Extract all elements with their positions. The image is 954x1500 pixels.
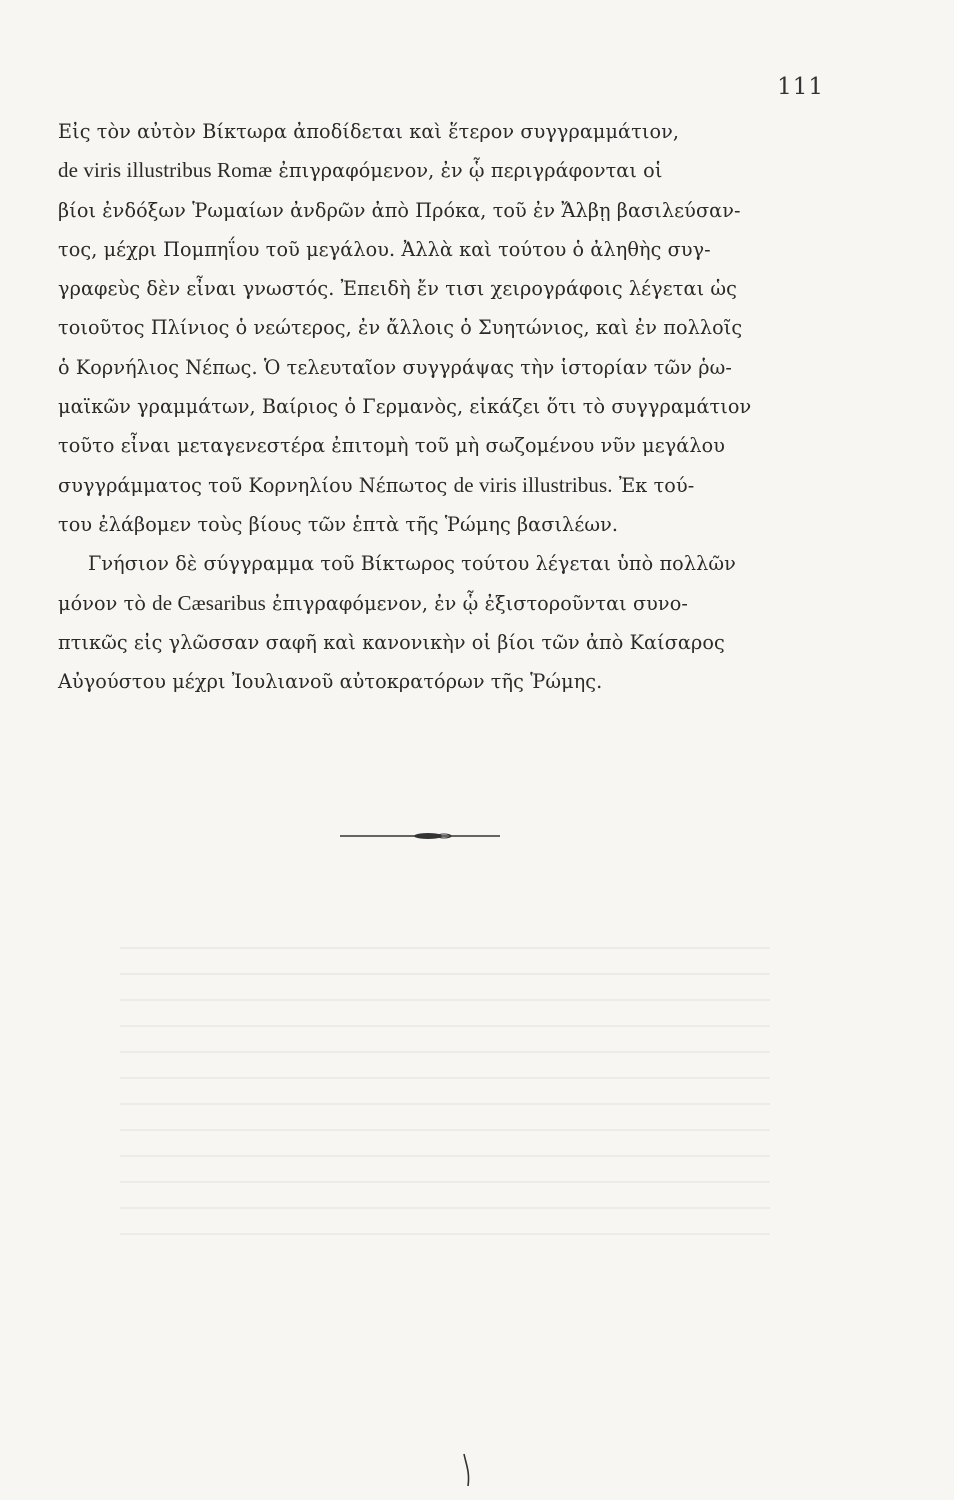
greek-text: τοιοῦτος Πλίνιος ὁ νεώτερος, ἐν ἄλλοις ὁ Συητώνιος, καὶ ἐν πολλοῖς — [58, 316, 743, 340]
body-text — [58, 112, 818, 701]
greek-text: γραφεὺς δὲν εἶναι γνωστός. Ἐπειδὴ ἔν τισι χειρογράφοις λέγεται ὡς — [58, 277, 737, 301]
greek-text: μαϊκῶν γραμμάτων, Βαίριος ὁ Γερμανὸς, εἰκάζει ὅτι τὸ συγγραμάτιον — [58, 395, 752, 419]
greek-text: τος, μέχρι Πομπηΐου τοῦ μεγάλου. Ἀλλὰ καὶ τούτου ὁ ἀληθὴς συγ- — [58, 237, 711, 261]
bleed-through-text — [120, 930, 770, 1250]
greek-text: του ἐλάβομεν τοὺς βίους τῶν ἑπτὰ τῆς Ῥώμης βασιλέων. — [58, 512, 619, 536]
greek-text: τοῦτο εἶναι μεταγενεστέρα ἐπιτομὴ τοῦ μὴ σωζομένου νῦν μεγάλου — [58, 434, 726, 458]
greek-text: μόνον τὸ — [58, 591, 153, 615]
text-line — [58, 348, 818, 387]
greek-text: ὁ Κορνήλιος Νέπως. Ὁ τελευταῖον συγγράψας τὴν ἱστορίαν τῶν ῥω- — [58, 355, 732, 379]
greek-text: ἐπιγραφόμενον, ἐν ᾧ περιγράφονται οἱ — [272, 159, 663, 183]
ink-mark — [460, 1450, 480, 1490]
greek-text: ἐπιγραφόμενον, ἐν ᾧ ἐξιστοροῦνται συνο- — [265, 591, 688, 615]
latin-text: de viris illustribus Romæ — [58, 158, 273, 183]
text-line — [58, 151, 818, 190]
greek-text: βίοι ἐνδόξων Ῥωμαίων ἀνδρῶν ἀπὸ Πρόκα, τοῦ ἐν Ἄλβῃ βασιλεύσαν- — [58, 198, 741, 222]
latin-text: de viris illustribus. — [453, 472, 613, 497]
text-line — [58, 505, 818, 544]
ornament-rule — [340, 826, 500, 846]
page-number: 111 — [777, 74, 824, 100]
greek-text: Γνήσιον δὲ σύγγραμμα τοῦ Βίκτωρος τούτου λέγεται ὑπὸ πολλῶν — [88, 552, 736, 576]
text-line — [58, 387, 818, 426]
greek-text: Αὐγούστου μέχρι Ἰουλιανοῦ αὐτοκρατόρων τῆς Ῥώμης. — [58, 670, 603, 694]
text-line — [58, 112, 818, 151]
text-line — [58, 230, 818, 269]
greek-text: πτικῶς εἰς γλῶσσαν σαφῆ καὶ κανονικὴν οἱ βίοι τῶν ἀπὸ Καίσαρος — [58, 630, 725, 654]
latin-text: de Cæsaribus — [152, 590, 266, 615]
text-line — [58, 426, 818, 465]
text-line — [58, 544, 818, 583]
text-line — [58, 269, 818, 308]
text-line — [58, 623, 818, 662]
text-line — [58, 466, 818, 505]
text-line — [58, 584, 818, 623]
greek-text: Ἐκ τού- — [612, 473, 695, 497]
text-line — [58, 191, 818, 230]
text-line — [58, 662, 818, 701]
text-line — [58, 308, 818, 347]
greek-text: Εἰς τὸν αὐτὸν Βίκτωρα ἀποδίδεται καὶ ἕτερον συγγραμμάτιον, — [58, 120, 680, 143]
greek-text: συγγράμματος τοῦ Κορνηλίου Νέπωτος — [58, 473, 454, 497]
